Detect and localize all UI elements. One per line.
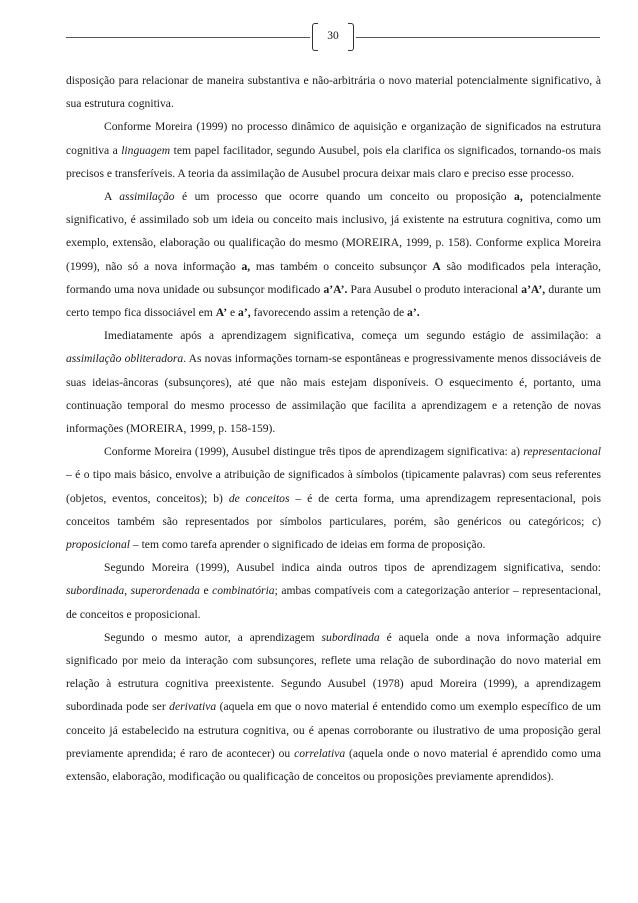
emphasized-term: proposicional xyxy=(66,538,130,552)
text-run: são modificados pela interação, formando uma nova unidade ou subsunçor modificado xyxy=(66,259,601,296)
body-text xyxy=(66,69,601,788)
emphasized-term: superordenada xyxy=(130,584,200,598)
bold-term: a’A’. xyxy=(323,282,348,296)
emphasized-term: subordinada xyxy=(321,630,380,644)
text-run: – tem como tarefa aprender o significado de ideias em forma de proposição. xyxy=(129,538,486,552)
text-run: – é de certa forma, uma aprendizagem representacional, pois conceitos também são representados por símbolos particulares, porém, são genéricos ou categóricos; c) xyxy=(66,491,601,528)
emphasized-term: linguagem xyxy=(121,143,171,157)
bold-term: a’, xyxy=(238,306,251,320)
text-run: e xyxy=(227,306,239,320)
text-run: disposição para relacionar de maneira substantiva e não-arbitrária o novo material potencialmente significativo, à sua estrutura cognitiva. xyxy=(66,74,601,111)
header-rule-left xyxy=(66,37,310,38)
paragraph xyxy=(66,556,601,626)
text-run: Segundo o mesmo autor, a aprendizagem xyxy=(104,630,322,644)
text-run: favorecendo assim a retenção de xyxy=(250,306,408,320)
emphasized-term: subordinada xyxy=(66,584,125,598)
text-run: Para Ausubel o produto interacional xyxy=(347,282,522,296)
paragraph xyxy=(66,626,601,788)
text-run: A xyxy=(104,190,120,204)
emphasized-term: correlativa xyxy=(294,746,346,760)
paragraph xyxy=(66,115,601,185)
paragraph xyxy=(66,69,601,115)
text-run: (aquela onde o novo material é aprendido como uma extensão, elaboração, modificação ou qualificação de conceitos ou proposições previamente aprendidos). xyxy=(66,746,601,784)
bold-term: a’A’, xyxy=(521,282,546,296)
emphasized-term: assimilação obliteradora xyxy=(66,352,184,366)
bold-term: A’ xyxy=(215,306,228,320)
text-run: durante um certo tempo fica dissociável em xyxy=(66,282,602,320)
text-run: é um processo que ocorre quando um conceito ou proposição xyxy=(174,190,515,204)
text-run: Imediatamente após a aprendizagem significativa, começa um segundo estágio de assimilação: a xyxy=(104,329,601,343)
text-run: ; ambas compatíveis com a categorização anterior – representacional, de conceitos e proposicional. xyxy=(66,584,601,621)
text-run: – é o tipo mais básico, envolve a atribuição de significados à símbolos (tipicamente palavras) com seus referentes (objetos, eventos, conceitos); b) xyxy=(66,468,601,505)
text-run: mas também o conceito subsunçor xyxy=(250,259,433,273)
paragraph xyxy=(66,440,601,556)
emphasized-term: derivativa xyxy=(169,700,217,714)
bold-term: a’. xyxy=(407,306,420,320)
text-run: potencialmente significativo, é assimilado sob um ideia ou conceito mais inclusivo, já existente na estrutura cognitiva, como um exemplo, extensão, elaboração ou qualificação do mesmo (MOREIRA, 1999, p. 158). Conforme explica Moreira (1999), não só a nova informação xyxy=(66,190,602,273)
bold-term: a, xyxy=(514,190,523,204)
text-run: é aquela onde a nova informação adquire significado por meio da interação com subsunçores, reflete uma relação de subordinação do novo material em relação à estrutura cognitiva preexistente. Segundo Ausubel (1978) apud Moreira (1999), a aprendizagem subordinada pode ser xyxy=(66,630,601,714)
bold-term: a, xyxy=(241,259,251,273)
emphasized-term: combinatória xyxy=(212,584,275,598)
emphasized-term: representacional xyxy=(523,445,601,459)
text-run: (aquela em que o novo material é entendido como um exemplo específico de um conceito já estabelecido na estrutura cognitiva, ou é apenas corroborante ou ilustrativo de uma proposição geral previamente aprendida; é raro de acontecer) ou xyxy=(66,700,601,760)
text-run: , xyxy=(124,584,131,598)
page-number: 30 xyxy=(327,30,339,42)
text-run: Conforme Moreira (1999) no processo dinâmico de aquisição e organização de significados na estrutura cognitiva a xyxy=(66,120,601,157)
paragraph xyxy=(66,324,601,440)
header-rule-right xyxy=(356,37,600,38)
text-run: . As novas informações tornam-se espontâneas e progressivamente menos dissociáveis de suas ideias-âncoras (subsunçores), até que não mais estejam disponíveis. O esquecimento é, portanto, uma continuação temporal do mesmo processo de assimilação que facilita a aprendizagem e a retenção de novas informações (MOREIRA, 1999, p. 158-159). xyxy=(66,352,601,436)
bold-term: A xyxy=(432,259,441,273)
emphasized-term: assimilação xyxy=(119,190,175,204)
text-run: Segundo Moreira (1999), Ausubel indica ainda outros tipos de aprendizagem significativa, sendo: xyxy=(104,561,601,575)
paragraph xyxy=(66,185,601,324)
text-run: tem papel facilitador, segundo Ausubel, pois ela clarifica os significados, tornando-os mais precisos e transferíveis. A teoria da assimilação de Ausubel procura deixar mais claro e preciso esse processo. xyxy=(66,143,601,180)
text-run: Conforme Moreira (1999), Ausubel distingue três tipos de aprendizagem significativa: a) xyxy=(104,445,524,459)
page-number-bracket-right xyxy=(348,23,354,51)
emphasized-term: de conceitos xyxy=(228,491,290,505)
text-run: e xyxy=(199,584,213,598)
